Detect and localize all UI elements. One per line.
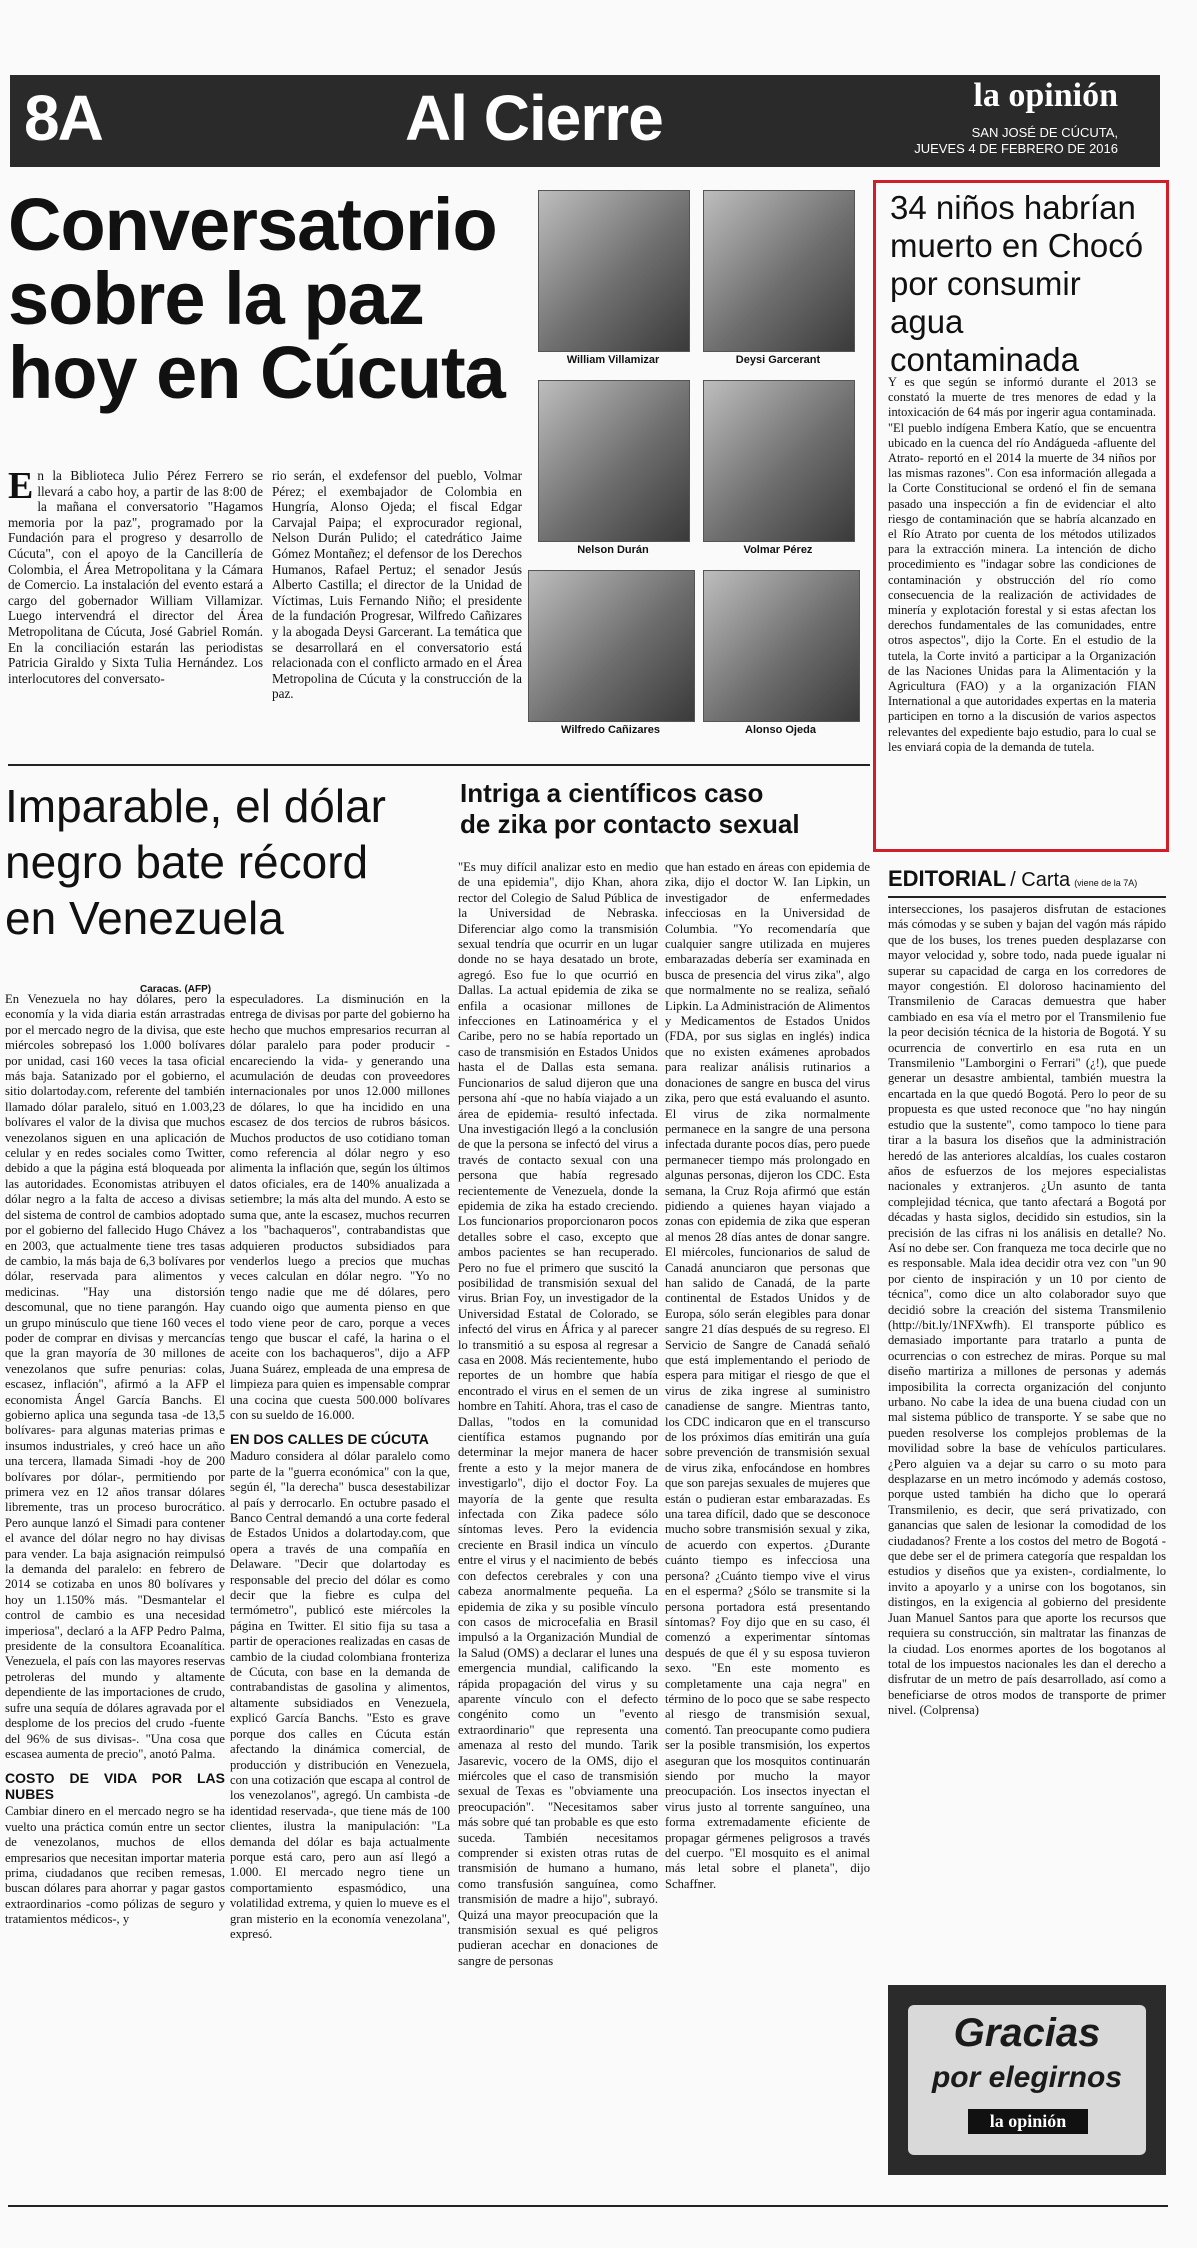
headline-line: hoy en Cúcuta: [8, 331, 505, 414]
headline-line: en Venezuela: [5, 892, 284, 944]
ad-panel: [908, 2005, 1146, 2155]
conversatorio-col-1: [8, 468, 263, 738]
portrait-photo: [528, 570, 695, 722]
article-text: especuladores. La disminución en la entrega de divisas por parte del gobierno ha hecho que muchos empresarios recurran al dólar paralelo para poder producir -encareciendo la vida- y generando una acumulación de deudas con proveedores internacionales por unos 12.000 millones de dólares, lo que ha incidido en una escasez de dos tercios de rubros básicos. Muchos productos de uso cotidiano toman como referencia al dólar negro y eso alimenta la inflación que, según los últimos datos oficiales, era de 140% anualizada a setiembre; la más alta del mundo. A esto se suma que, ante la escasez, muchos recurren a los "bachaqueros", contrabandistas que adquieren productos subsidiados para venderlos luego a precios que muchas veces calculan en dólar negro. "Yo no tengo nadie que me dé dólares, pero cuando oigo que aumenta pienso en que todo viene peor de caro, porque a veces tengo que buscar el café, la harina o el aceite con los bachaqueros", dijo a AFP Juana Suárez, empleada de una empresa de limpieza para quien es impensable comprar una cocina que cuesta 500.000 bolívares con su sueldo de 16.000.: [230, 992, 450, 1422]
zika-col-1: [458, 860, 658, 2195]
zika-headline: [460, 778, 880, 840]
drop-cap: E: [8, 468, 34, 507]
headline-line: sobre la paz: [8, 257, 424, 340]
article-text: Maduro considera al dólar paralelo como parte de la "guerra económica" con la que, según él, "la derecha" busca desestabilizar al país y derrocarlo. En octubre pasado el Banco Central demandó a una corte federal de Estados Unidos a dolartoday.com, que opera a través de una compañía en Delaware. "Decir que dolartoday es responsable del precio del dólar es como decir que la fiebre es culpa del termómetro", publicó este miércoles la página en Twitter. El sitio fija su tasa a partir de operaciones realizadas en casas de cambio de la ciudad colombiana fronteriza de Cúcuta, con base en la demanda de contrabandistas de gasolina y alimentos, altamente subsidiados en Venezuela, explicó García Banchs. "Esto es grave porque dos calles en Cúcuta están afectando la dinámica comercial, de producción y distribución en Venezuela, con una cotización que escapa al control de los venezolanos", agregó. Un cambista -de identidad reservada-, que tiene más de 100 clientes, ilustra la manipulación: "La demanda del dólar es baja actualmente porque está caro, pero aun así llegó a 1.000. El mercado negro tiene un comportamiento espasmódico, una volatilidad extrema, y quien lo mueve es el gran misterio en la economía venezolana", expresó.: [230, 1449, 450, 1941]
portrait-photo: [538, 380, 690, 542]
portrait-photo: [703, 190, 855, 352]
article-text: Y es que según se informó durante el 2013 se constató la muerte de tres menores de edad y la intoxicación de 64 más por ingerir agua contaminada. "El pueblo indígena Embera Katío, que se encuentra ubicado en la cuenca del río Andágueda -afluente del Atrato- reportó en el 2014 la muerte de 34 niños por las mismas razones". Con esa información allegada a la Corte Constitucional se ordenó el fin de semana pasado una inspección a fin de evidenciar el alto riesgo de contaminación que se habría alcanzado en el Río Atrato por cuenta de los métodos utilizados para la extracción minera. La intención de dicho procedimiento es "indagar sobre las condiciones de contaminación y obstrucción del río como consecuencia de la realización de actividades de minería y explotación forestal y si estas afectan los derechos fundamentales de las comunidades, entre otros aspectos", dijo la Corte. En el estudio de la tutela, la Corte invitó a participar a la Organización de las Naciones Unidas para la Alimentación y la Agricultura (FAO) y a la organización FIAN International a que autoridades expertas en la materia participen en torno a la discusión de varios aspectos relevantes del expediente bajo estudio, para lo cual se les enviará copia de la demanda de tutela.: [888, 375, 1156, 754]
conversatorio-col-2: [272, 468, 522, 738]
editorial-sub: / Carta: [1010, 869, 1071, 891]
ad-line-2: por elegirnos: [931, 2061, 1123, 2094]
dolar-col-2: [230, 992, 450, 2192]
gracias-ad: [888, 1985, 1166, 2175]
page-number: 8A: [24, 82, 102, 154]
headline-line: por consumir: [890, 265, 1081, 302]
headline-line: negro bate récord: [5, 836, 369, 888]
page-header-banner: [10, 75, 1160, 167]
choco-highlight-box: [873, 180, 1169, 852]
article-text: que han estado en áreas con epidemia de zika, dijo el doctor W. Ian Lipkin, un investigador de enfermedades infecciosas en la Universidad de Columbia. "Yo recomendaría que cualquier sangre utilizada en mujeres embarazadas debería ser examinada en busca de presencia del virus zika", algo que normalmente no se realiza, señaló Lipkin. La Administración de Alimentos y Medicamentos de Estados Unidos (FDA, por sus siglas en inglés) indica que no existen exámenes aprobados para realizar análisis rutinarios a donaciones de sangre en busca del virus zika, pero que está evaluando el asunto. El virus de zika normalmente permanece en la sangre de una persona infectada durante pocos días, pero puede permanecer tiempo más prolongado en algunas personas, dijeron los CDC. Esta semana, la Cruz Roja afirmó que están pidiendo a quienes hayan viajado a zonas con epidemia de zika que esperan al menos 28 días antes de donar sangre. El miércoles, funcionarios de salud de Canadá anunciaron que personas que han salido de Canadá, de la parte continental de Estados Unidos y de Europa, sólo serán elegibles para donar sangre 21 días después de su regreso. El Servicio de Sangre de Canadá señaló que está implementando el periodo de espera para mitigar el riesgo de que el virus de zika ingrese al suministro canadiense de sangre. Mientras tanto, los CDC indicaron que en el transcurso de los próximos días emitirán una guía sobre prevención de transmisión sexual de virus zika, enfocándose en hombres que son parejas sexuales de mujeres que están o pudieran estar embarazadas. Es una tarea difícil, dado que se desconoce mucho sobre transmisión sexual y zika, de acuerdo con expertos. ¿Durante cuánto tiempo es infecciosa una persona? ¿Cuánto tiempo vive el virus en el esperma? ¿Sólo se transmite si la persona portadora está presentando síntomas? Foy dijo que en su caso, él comenzó a experimentar síntomas después de que él y su esposa tuvieron sexo. "En este momento es completamente una caja negra" en término de lo poco que se sabe respecto al riesgo de transmisión sexual, comentó. Tan preocupante como pudiera ser la posible transmisión, los expertos aseguran que los mosquitos continuarán siendo por mucho la mayor preocupación. Los insectos inyectan el virus justo al torrente sanguíneo, una forma extremadamente eficiente de propagar gérmenes peligrosos a través del cuerpo. "El mosquito es el animal más letal sobre el planeta", dijo Schaffner.: [665, 860, 870, 1891]
article-text: rio serán, el exdefensor del pueblo, Volmar Pérez; el exembajador de Colombia en Hungría, Alonso Ojeda; el fiscal Edgar Carvajal Paipa; el exprocurador regional, Nelson Durán Pulido; el catedrático Jaime Gómez Montañez; el defensor de los Derechos Humanos, Rafael Pertuz; el senador Jesús Alberto Castilla; el director de la Unidad de Víctimas, Luis Fernando Niño; el presidente de la fundación Progresar, Wilfredo Cañizares y la abogada Deysi Garcerant. La temática que se desarrollará en el conversatorio está relacionada con el conflicto armado en el Área Metropolina de Cúcuta y la construcción de la paz.: [272, 468, 522, 702]
photo-caption: William Villamizar: [566, 354, 660, 366]
newspaper-logo: la opinión: [973, 77, 1118, 114]
footer-rule: [8, 2205, 1168, 2207]
dolar-dateline: Caracas. (AFP): [140, 984, 212, 995]
photo-grid: [528, 190, 868, 750]
portrait-photo: [703, 380, 855, 542]
article-text: intersecciones, los pasajeros disfrutan de estaciones más cómodas y se suben y bajan del vagón más rápido que de los buses, los trenes pueden desplazarse con mayor velocidad y, sobre todo, nada puede igualar ni superar su capacidad de carga en los corredores de mayor congestión. El doloroso hacinamiento del Transmilenio de Caracas demuestra que haber cambiado en esa vía el metro por el Transmilenio fue la peor decisión técnica de la historia de Bogotá. Y su ocurrencia de convertirlo en esa ruta en un Transmilenio "Lamborgini o Ferrari" (¿!), que puede generar un desastre ambiental, también muestra la encartada en la que quedó Bogotá. Pero lo peor de su propuesta es que usted reconoce que "no hay ningún estudio que la sustente", como tampoco lo tiene para tirar a la basura los diseños que la administración heredó de las anteriores alcaldías, los cuales costaron años de esfuerzos de los mejores especialistas nacionales y extranjeros. ¿Un asunto de tanta complejidad técnica, que tanto afectará a Bogotá por décadas y hasta siglos, decidido sin estudios, sin la precisión de las cifras ni los análisis en detalle? No. Así no debe ser. Con franqueza me toca decirle que no es responsable. Mala idea decidir otra vez con "un 90 por ciento de inspiración y un 10 por ciento de técnica", como dice un alto colaborador suyo que decidió sobre la creación del sistema Transmilenio (http://bit.ly/1NFXwfh). El transporte público es demasiado importante para tratarlo a punta de ocurrencias o con estrechez de miras. Porque su mal diseño martiriza a millones de personas y además imposibilita la correcta organización del conjunto urbano. No cabe la idea de una buena ciudad con un mal sistema público de transporte. Y se sabe que no pueden resolverse los complejos problemas de la movilidad sobre la base de vehículos particulares. ¿Pero alguien va a dejar su carro o su moto para desplazarse en un metro incómodo y además costoso, porque usted también ha dicho que lo operará Transmilenio, es decir, que será privatizado, con ganancias que salen de lesionar la comodidad de los ciudadanos? Frente a los costos del metro de Bogotá -que debe ser el de primera categoría que respaldan los estudios y diseños que ya existen-, cordialmente, lo invito a apoyarlo y a unirse con los bogotanos, sin distingos, en la exigencia al gobierno del presidente Juan Manuel Santos para que aporte los recursos que requiera su construcción, sin maltratar las finanzas de la ciudad. Los enormes aportes de los bogotanos al total de los impuestos nacionales les dan el derecho a disfrutar de un metro de país desarrollado, así como a beneficiarse de otros modos de transporte de primer nivel. (Colprensa): [888, 902, 1166, 1718]
portrait-photo: [538, 190, 690, 352]
portrait-photo: [703, 570, 860, 722]
ad-logo: la opinión: [968, 2109, 1088, 2134]
dolar-headline: [5, 778, 455, 946]
place-text: SAN JOSÉ DE CÚCUTA,: [971, 125, 1118, 140]
headline-line: de zika por contacto sexual: [460, 809, 800, 839]
headline-line: Intriga a científicos caso: [460, 778, 764, 808]
editorial-note: (viene de la 7A): [1074, 878, 1138, 888]
subheading: COSTO DE VIDA POR LAS NUBES: [5, 1770, 225, 1803]
editorial-header: [888, 866, 1168, 892]
photo-caption: Nelson Durán: [577, 544, 649, 556]
dateline: [914, 125, 1118, 157]
subheading: EN DOS CALLES DE CÚCUTA: [230, 1431, 429, 1448]
choco-headline: [890, 189, 1160, 379]
photo-caption: Alonso Ojeda: [745, 724, 816, 736]
zika-col-2: [665, 860, 870, 2195]
headline-line: Imparable, el dólar: [5, 780, 386, 832]
section-divider: [8, 764, 870, 766]
section-title: Al Cierre: [405, 82, 663, 154]
date-text: JUEVES 4 DE FEBRERO DE 2016: [914, 141, 1118, 156]
photo-caption: Deysi Garcerant: [735, 354, 821, 366]
ad-line-1: Gracias: [953, 2011, 1101, 2055]
photo-caption: Wilfredo Cañizares: [561, 724, 660, 736]
headline-line: Conversatorio: [8, 183, 497, 266]
editorial-label: EDITORIAL: [888, 866, 1007, 891]
conversatorio-headline: [8, 183, 528, 414]
article-text: "Es muy difícil analizar esto en medio de una epidemia", dijo Khan, ahora rector del Colegio de Salud Pública de la Universidad de Nebraska. Diferenciar algo como la transmisión sexual tendría que ocurrir en un lugar donde no se haya desatado un brote, agregó. Eso fue lo que ocurrió en Dallas. La actual epidemia de zika se enfila a ocasionar millones de infecciones en Latinoamérica y el Caribe, pero no se había reportado un caso de transmisión en Estados Unidos hasta el de Dallas esta semana. Funcionarios de salud dijeron que una persona ahí -que no había viajado a un área de epidemia- resultó infectada. Una investigación llegó a la conclusión de que la persona se infectó del virus a través de contacto sexual con una persona que había regresado recientemente de Venezuela, donde la epidemia de zika ha estado creciendo. Los funcionarios proporcionaron pocos detalles sobre el caso, excepto que ambos pacientes se han recuperado. Pero no fue el primero que suscitó la posibilidad de transmisión sexual del virus. Brian Foy, un investigador de la Universidad Estatal de Colorado, se infectó del virus en África y al parecer lo transmitió a su esposa al regresar a casa en 2008. Más recientemente, hubo reportes de un hombre que había encontrado el virus en el semen de un hombre en Tahití. Ahora, tras el caso de Dallas, "todos en la comunidad científica estamos pugnando por determinar la mejor manera de hacer frente a esto y la mejor manera de investigarlo", dijo el doctor Foy. La mayoría de la gente que resulta infectada con Zika padece sólo síntomas leves. Pero la evidencia creciente en Brasil indica un vínculo entre el virus y el nacimiento de bebés con defectos cerebrales y con una cabeza anormalmente pequeña. La epidemia de zika y su posible vínculo con casos de microcefalia en Brasil impulsó a la Organización Mundial de la Salud (OMS) a declarar el lunes una emergencia mundial, calificando la rápida propagación del virus y su aparente vínculo con el defecto congénito como un "evento extraordinario" que representa una amenaza al resto del mundo. Tarik Jasarevic, vocero de la OMS, dijo el miércoles que el caso de transmisión sexual de Texas es "obviamente una preocupación". "Necesitamos saber más sobre qué tan probable es que esto suceda. También necesitamos comprender si existen otras rutas de transmisión de humano a humano, como transfusión sanguínea, como transmisión de madre a hijo", subrayó. Quizá una mayor preocupación que la transmisión sexual es qué peligros pudieran acechar en donaciones de sangre de personas: [458, 860, 658, 1968]
headline-line: 34 niños habrían: [890, 189, 1136, 226]
headline-line: agua contaminada: [890, 303, 1079, 378]
headline-line: muerto en Chocó: [890, 227, 1144, 264]
editorial-rule: [888, 896, 1166, 898]
dolar-col-1: [5, 992, 225, 2192]
choco-body: [888, 375, 1156, 837]
article-text: En Venezuela no hay dólares, pero la economía y la vida diaria están arrastradas por el mercado negro de la divisa, que este miércoles sobrepasó los 1.000 bolívares por unidad, casi 160 veces la tasa oficial más baja. Satanizado por el gobierno, el sitio dolartoday.com, referente del también llamado dólar paralelo, situó en 1.003,23 bolívares el valor de la divisa que muchos venezolanos siguen en una aplicación de celular y en redes sociales como Twitter, debido a que la página está bloqueada por las autoridades. Economistas atribuyen el dólar negro a la falta de acceso a divisas del sistema de control de cambios adoptado por el gobierno del fallecido Hugo Chávez en 2003, que actualmente tiene tres tasas de cambio, la más baja de 6,3 bolívares por dólar, reservada para alimentos y medicinas. "Hay una distorsión descomunal, que no tiene parangón. Hay un grupo minúsculo que tiene 160 veces el poder de comprar en divisas y mercancías que la gran mayoría de 30 millones de venezolanos que sufre penurias: colas, escasez, inflación", afirmó a la AFP el economista Ángel García Banchs. El gobierno aplica una segunda tasa -de 13,5 bolívares- para algunas materias primas e insumos industriales, y creó hace un año una tercera, llamada Simadi -hoy de 200 bolívares por dólar-, permitiendo por primera vez en 12 años transar dólares libremente, tras un proceso burocrático. Pero aunque lanzó el Simadi para contener el avance del dólar negro no hay divisas para vender. La baja asignación reimpulsó la demanda del paralelo: en febrero de 2014 se cotizaba en unos 80 bolívares y hoy un 1.150% más. "Desmantelar el control de cambio es una necesidad imperiosa", declaró a la AFP Pedro Palma, presidente de la consultora Ecoanalítica. Venezuela, el país con las mayores reservas petroleras del mundo y altamente dependiente de las importaciones de crudo, sufre una sequía de dólares agravada por el desplome de los precios del crudo -fuente del 96% de sus divisas-. "Una cosa que escasea aumenta de precio", anotó Palma.: [5, 992, 225, 1761]
article-text: Cambiar dinero en el mercado negro se ha vuelto una práctica común entre un sector de venezolanos, muchos de ellos empresarios que necesitan importar materia prima, ciudadanos que reciben remesas, buscan dólares para ahorrar y pagar gastos extraordinarios -como pólizas de seguro y tratamientos médicos-, y: [5, 1804, 225, 1927]
article-text: n la Biblioteca Julio Pérez Ferrero se llevará a cabo hoy, a partir de las 8:00 de la mañana el conversatorio "Hagamos memoria por la paz", programado por la Fundación para el progreso y desarrollo de Cúcuta", con el apoyo de la Cancillería de Colombia, el Área Metropolitana y la Cámara de Comercio. La instalación del evento estará a cargo del gobernador William Villamizar. Luego intervendrá el director del Área Metropolitana de Cúcuta, José Gabriel Román. En la conciliación estarán las periodistas Patricia Giraldo y Sixta Tulia Hernández. Los interlocutores del conversato-: [8, 468, 263, 686]
editorial-body: [888, 902, 1166, 1962]
photo-caption: Volmar Pérez: [743, 544, 813, 556]
